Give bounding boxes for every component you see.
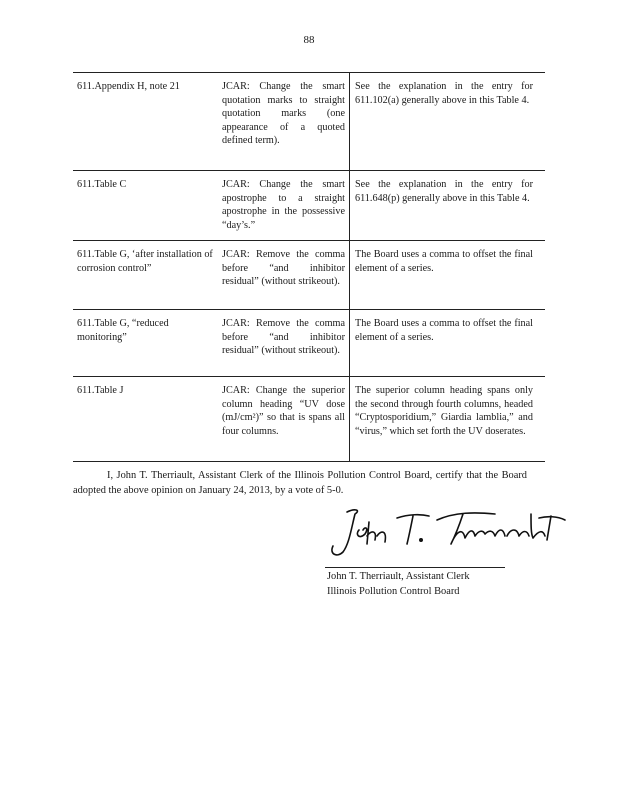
certification-paragraph: I, John T. Therriault, Assistant Clerk of the Illinois Pollution Control Board, certify that the Board adopted the above opinion on January 24, 2013, by a vote of 5-0. (73, 470, 527, 496)
changes-table (73, 72, 545, 462)
table-row (73, 310, 545, 377)
page-number: 88 (303, 34, 315, 46)
section-cell: 611.Table C (77, 179, 127, 190)
action-cell: JCAR: Remove the comma before “and inhibitor residual” (without strikeout). (222, 249, 345, 288)
table-row (73, 73, 545, 171)
action-cell: JCAR: Remove the comma before “and inhibitor residual” (without strikeout). (222, 318, 345, 357)
action-cell: JCAR: Change the smart apostrophe to a straight apostrophe in the possessive “day’s.” (222, 179, 345, 231)
section-cell: 611.Table G, ‘after installation of corrosion control” (77, 249, 213, 274)
handwritten-signature (325, 500, 570, 560)
signature-block (327, 570, 470, 599)
explanation-cell: See the explanation in the entry for 611.102(a) generally above in this Table 4. (349, 73, 545, 170)
action-cell: JCAR: Change the smart quotation marks to straight quotation marks (one appearance of a quoted defined term). (222, 81, 345, 147)
section-cell: 611.Table G, “reduced monitoring” (77, 318, 169, 343)
table-row (73, 241, 545, 310)
action-cell: JCAR: Change the superior column heading “UV dose (mJ/cm²)” so that is spans all four columns. (222, 385, 345, 437)
section-cell: 611.Table J (77, 385, 124, 396)
section-cell: 611.Appendix H, note 21 (77, 81, 180, 92)
signature-ink (332, 510, 565, 555)
signature-line (325, 567, 505, 568)
explanation-cell: The superior column heading spans only the second through fourth columns, headed “Cryptosporidium,” Giardia lamblia,” and “virus,” which set forth the UV doserates. (349, 377, 545, 461)
table-row (73, 377, 545, 462)
signer-name: John T. Therriault, Assistant Clerk (327, 571, 470, 582)
explanation-cell: The Board uses a comma to offset the final element of a series. (349, 310, 545, 376)
explanation-cell: See the explanation in the entry for 611.648(p) generally above in this Table 4. (349, 171, 545, 240)
explanation-cell: The Board uses a comma to offset the final element of a series. (349, 241, 545, 309)
signer-organization: Illinois Pollution Control Board (327, 585, 460, 597)
table-row (73, 171, 545, 241)
